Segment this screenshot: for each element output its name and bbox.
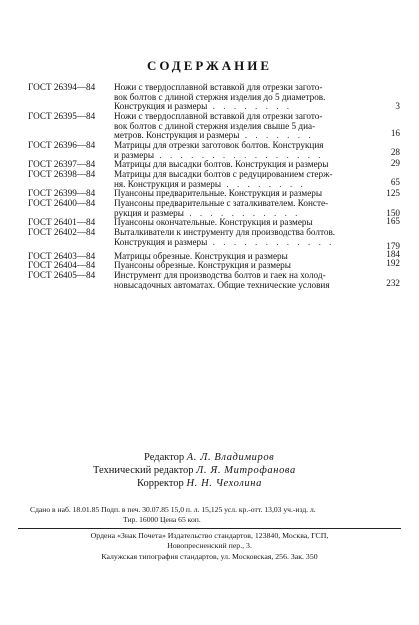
- tech-editor-credit: [93, 464, 296, 477]
- title-line: Пуансоны предварительные. Конструкция и размеры: [114, 189, 323, 198]
- editor-credit: [144, 451, 274, 464]
- title-line: Инструмент для производства болтов и гаек на холод-: [114, 271, 326, 280]
- page-number: 29: [390, 158, 400, 168]
- title-text: и размеры: [114, 150, 155, 160]
- page-number: 65: [390, 177, 400, 187]
- entry-title: [114, 141, 374, 160]
- page-number: 16: [390, 128, 400, 138]
- title-line: Ножи с твердосплавной вставкой для отрезки загото-: [114, 83, 323, 92]
- printer-line: Калужская типография стандартов, ул. Московская, 256. Зак. 350: [101, 552, 318, 561]
- page-number: 125: [386, 188, 400, 198]
- standard-code: ГОСТ 26404—84: [28, 260, 96, 270]
- title-line: Матрицы обрезные. Конструкция и размеры: [114, 252, 288, 261]
- entry-title: [114, 261, 374, 271]
- standard-code: ГОСТ 26403—84: [28, 251, 96, 261]
- entry-title: [114, 160, 374, 170]
- title-text: Конструкция и размеры: [114, 102, 208, 112]
- entry-title: [114, 170, 374, 189]
- divider-rule: [18, 528, 401, 529]
- standard-code: ГОСТ 26398—84: [28, 169, 96, 179]
- title-line: Матрицы для отрезки заготовок болтов. Конструкция: [114, 141, 324, 150]
- standard-code: ГОСТ 26405—84: [28, 270, 96, 280]
- standard-code: ГОСТ 26401—84: [28, 217, 96, 227]
- page-number: 192: [386, 258, 400, 268]
- imprint-circulation: Тир. 16000 Цена 65 коп.: [123, 515, 201, 524]
- leader-dots: . . . . . . . .: [207, 102, 293, 112]
- title-line: Выталкиватели к инструменту для производства болтов.: [114, 228, 336, 237]
- proofreader-label: Корректор: [137, 478, 184, 489]
- proofreader-name: Н. Н. Чехолина: [186, 478, 262, 489]
- title-line: [114, 131, 374, 141]
- page-number: 150: [386, 208, 400, 218]
- title-line: Матрицы для высадки болтов с редуцированием стерж-: [114, 170, 333, 179]
- title-line: Матрицы для высадки болтов. Конструкция и размеры: [114, 160, 329, 169]
- entry-title: [114, 218, 374, 228]
- tech-editor-label: Технический редактор: [93, 465, 194, 476]
- title-line: Пуансоны окончательные. Конструкция и размеры: [114, 218, 313, 227]
- editor-label: Редактор: [144, 452, 185, 463]
- standard-code: ГОСТ 26402—84: [28, 227, 96, 237]
- title-line: [114, 180, 374, 190]
- entry-title: [114, 189, 374, 199]
- title-line: [114, 102, 374, 112]
- entry-title: [114, 228, 374, 247]
- title-line: новысадочных автоматах. Общие технические условия: [114, 280, 330, 290]
- page-number: 28: [390, 147, 400, 157]
- leader-dots: . . . . . . .: [239, 131, 314, 141]
- leader-dots: . . . . . . . . . . . . . . . .: [154, 150, 324, 160]
- entry-title: [114, 199, 374, 218]
- standard-code: ГОСТ 26400—84: [28, 198, 96, 208]
- title-line: Ножи с твердосплавной вставкой для отрезки загото-: [114, 112, 323, 121]
- title-line: Пуансоны предварительные с заталкивателем. Консте-: [114, 199, 329, 208]
- title-text: рукция и размеры: [114, 208, 184, 218]
- standard-code: ГОСТ 26394—84: [28, 82, 96, 92]
- tech-editor-name: Л. Я. Митрофанова: [196, 465, 296, 476]
- standard-code: ГОСТ 26396—84: [28, 140, 96, 150]
- title-line: Пуансоны обрезные. Конструкция и размеры: [114, 261, 291, 270]
- standard-code: ГОСТ 26399—84: [28, 188, 96, 198]
- toc-heading: СОДЕРЖАНИЕ: [146, 58, 273, 73]
- entry-title: [114, 271, 374, 290]
- editor-name: А. Л. Владимиров: [186, 452, 275, 463]
- page-number: 179: [386, 241, 400, 251]
- title-line: [114, 209, 374, 219]
- title-line: вок болтов с длиной стержня изделия до 5 диаметров.: [114, 92, 326, 102]
- publisher-address: Новопресненский пер., 3.: [167, 541, 252, 550]
- standard-code: ГОСТ 26395—84: [28, 111, 96, 121]
- page-number: 184: [386, 249, 400, 259]
- leader-dots: . . . . . . . .: [221, 179, 306, 189]
- title-line: [114, 151, 374, 161]
- leader-dots: . . . . . . . . . . . .: [207, 237, 335, 247]
- entry-title: [114, 112, 374, 141]
- entry-title: [114, 83, 374, 112]
- standard-code: ГОСТ 26397—84: [28, 159, 96, 169]
- title-text: Конструкция и размеры: [114, 237, 208, 247]
- page-number: 165: [386, 216, 400, 226]
- page-number: 3: [395, 101, 400, 111]
- publisher-line: Ордена «Знак Почета» Издательство стандартов, 123840, Москва, ГСП,: [90, 531, 329, 540]
- page-number: 232: [386, 278, 400, 288]
- title-text: метров. Конструкция и размеры: [114, 131, 240, 141]
- imprint-dates: Сдано в наб. 18.01.85 Подп. в печ. 30.07.85 15,0 п. л. 15,125 усл. кр.-отт. 13,03 уч.-изд. л.: [30, 505, 316, 514]
- title-text: ня. Конструкция и размеры: [114, 179, 222, 189]
- title-line: [114, 238, 374, 248]
- leader-dots: . . . . . . . . . . .: [183, 208, 301, 218]
- title-line: вок болтов с длиной стержня изделия свыше 5 диа-: [114, 121, 316, 131]
- proofreader-credit: [137, 477, 262, 490]
